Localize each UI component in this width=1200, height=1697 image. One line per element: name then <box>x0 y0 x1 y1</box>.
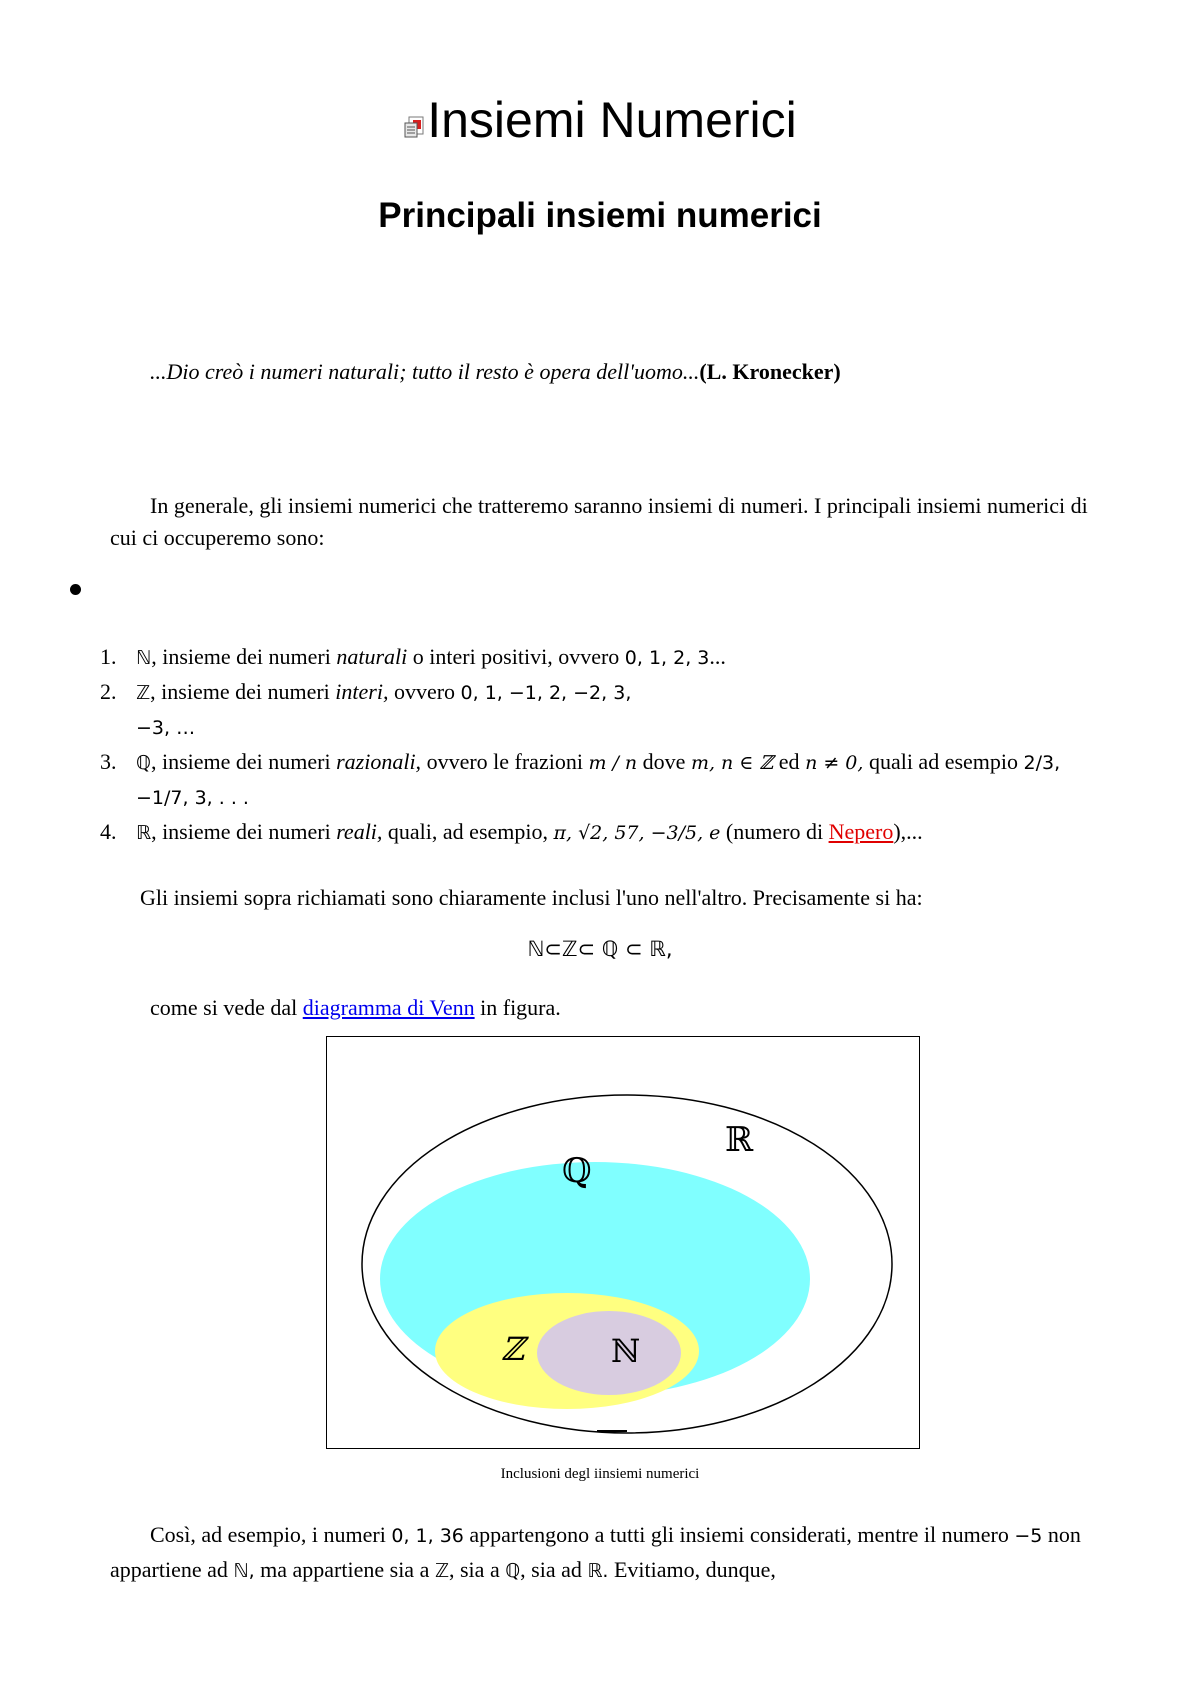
list-text: ovvero le frazioni <box>421 749 589 774</box>
symbol-q: ℚ <box>136 752 151 774</box>
list-item-rationals <box>100 745 1100 815</box>
list-text: o interi positivi, ovvero <box>407 644 625 669</box>
venn-diagram <box>327 1037 918 1447</box>
list-math: −3, … <box>136 717 196 739</box>
list-math: π, √2, 57, −3/5, e <box>553 822 721 844</box>
list-text: , insieme dei numeri <box>150 749 337 774</box>
title-text: Insiemi Numerici <box>427 92 797 148</box>
list-math: 2/3, −1/7, 3, . . . <box>136 752 1061 809</box>
quote-author: (L. Kronecker) <box>699 359 841 384</box>
final-text: Evitiamo, dunque, <box>608 1557 776 1582</box>
nepero-link[interactable]: Nepero <box>828 819 894 844</box>
list-number: 4. <box>100 819 117 844</box>
list-italic: interi, <box>335 679 389 704</box>
final-math: ℝ. <box>587 1560 609 1582</box>
list-italic: razionali, <box>336 749 422 774</box>
intro-text: In generale, gli insiemi numerici che tratteremo saranno insiemi di numeri. I principali insiemi numerici di cui ci occuperemo sono: <box>110 493 1088 550</box>
list-text: ed <box>773 749 806 774</box>
final-text: Così, ad esempio, i numeri <box>150 1522 392 1547</box>
label-r: ℝ <box>725 1120 754 1160</box>
sets-list <box>100 640 1100 850</box>
list-text: , insieme dei numeri <box>151 819 337 844</box>
final-text: non appartiene ad <box>110 1522 1081 1582</box>
list-math: 0, 1, −1, 2, −2, 3, <box>460 682 632 704</box>
list-text: (numero di <box>720 819 829 844</box>
final-math: 0, 1, 36 <box>391 1525 464 1547</box>
list-math: m, n ∈ ℤ <box>690 752 774 774</box>
venn-diagram-link[interactable]: diagramma di Venn <box>302 995 475 1020</box>
final-text: ma appartiene sia a <box>254 1557 435 1582</box>
final-math: ℤ <box>434 1560 449 1582</box>
list-item-naturals <box>100 640 1100 675</box>
list-number: 3. <box>100 749 117 774</box>
venn-paragraph <box>150 992 561 1024</box>
list-text: , insieme dei numeri <box>151 644 337 669</box>
figure-caption: Inclusioni degl iinsiemi numerici <box>500 1466 700 1482</box>
inclusion-formula: ℕ⊂ℤ⊂ ℚ ⊂ ℝ, <box>527 937 673 961</box>
final-text: appartengono a tutti gli insiemi considerati, mentre il numero <box>463 1522 1015 1547</box>
list-text: ovvero <box>388 679 461 704</box>
page-subtitle: Principali insiemi numerici <box>378 196 822 235</box>
venn-text: in figura. <box>474 995 561 1020</box>
label-q: ℚ <box>562 1151 592 1191</box>
list-item-reals <box>100 815 1100 850</box>
symbol-z: ℤ <box>136 682 151 704</box>
list-math: m / n <box>588 752 638 774</box>
list-italic: naturali <box>336 644 408 669</box>
list-text: quali ad esempio <box>863 749 1024 774</box>
final-paragraph <box>110 1518 1110 1588</box>
quote-text: ...Dio creò i numeri naturali; tutto il resto è opera dell'uomo... <box>150 359 700 384</box>
intro-paragraph <box>110 490 1110 554</box>
list-number: 2. <box>100 679 117 704</box>
list-text: ... <box>709 644 726 669</box>
list-text: ),... <box>893 819 923 844</box>
final-math: −5 <box>1014 1525 1043 1547</box>
document-icon <box>403 92 425 116</box>
symbol-r: ℝ <box>136 822 152 844</box>
list-text: , insieme dei numeri <box>150 679 336 704</box>
label-z: ℤ <box>501 1330 525 1368</box>
page-title <box>0 90 1200 150</box>
list-item-integers <box>100 675 1100 745</box>
bullet-icon <box>70 584 81 595</box>
quote <box>150 358 841 386</box>
final-text: , sia ad <box>520 1557 588 1582</box>
list-text: quali, ad esempio, <box>382 819 554 844</box>
final-math: ℕ, <box>233 1560 255 1582</box>
list-number: 1. <box>100 644 117 669</box>
symbol-n: ℕ <box>136 647 152 669</box>
final-math: ℚ <box>505 1560 521 1582</box>
venn-text: come si vede dal <box>150 995 303 1020</box>
list-italic: reali, <box>336 819 383 844</box>
label-n: ℕ <box>611 1332 641 1370</box>
list-text: dove <box>637 749 691 774</box>
list-math: 0, 1, 2, 3 <box>624 647 710 669</box>
venn-figure <box>326 1036 920 1449</box>
list-math: n ≠ 0, <box>805 752 864 774</box>
final-text: , sia a <box>449 1557 506 1582</box>
inclusion-paragraph: Gli insiemi sopra richiamati sono chiaramente inclusi l'uno nell'altro. Precisamente si ha: <box>140 885 923 910</box>
set-n-ellipse <box>537 1311 681 1395</box>
